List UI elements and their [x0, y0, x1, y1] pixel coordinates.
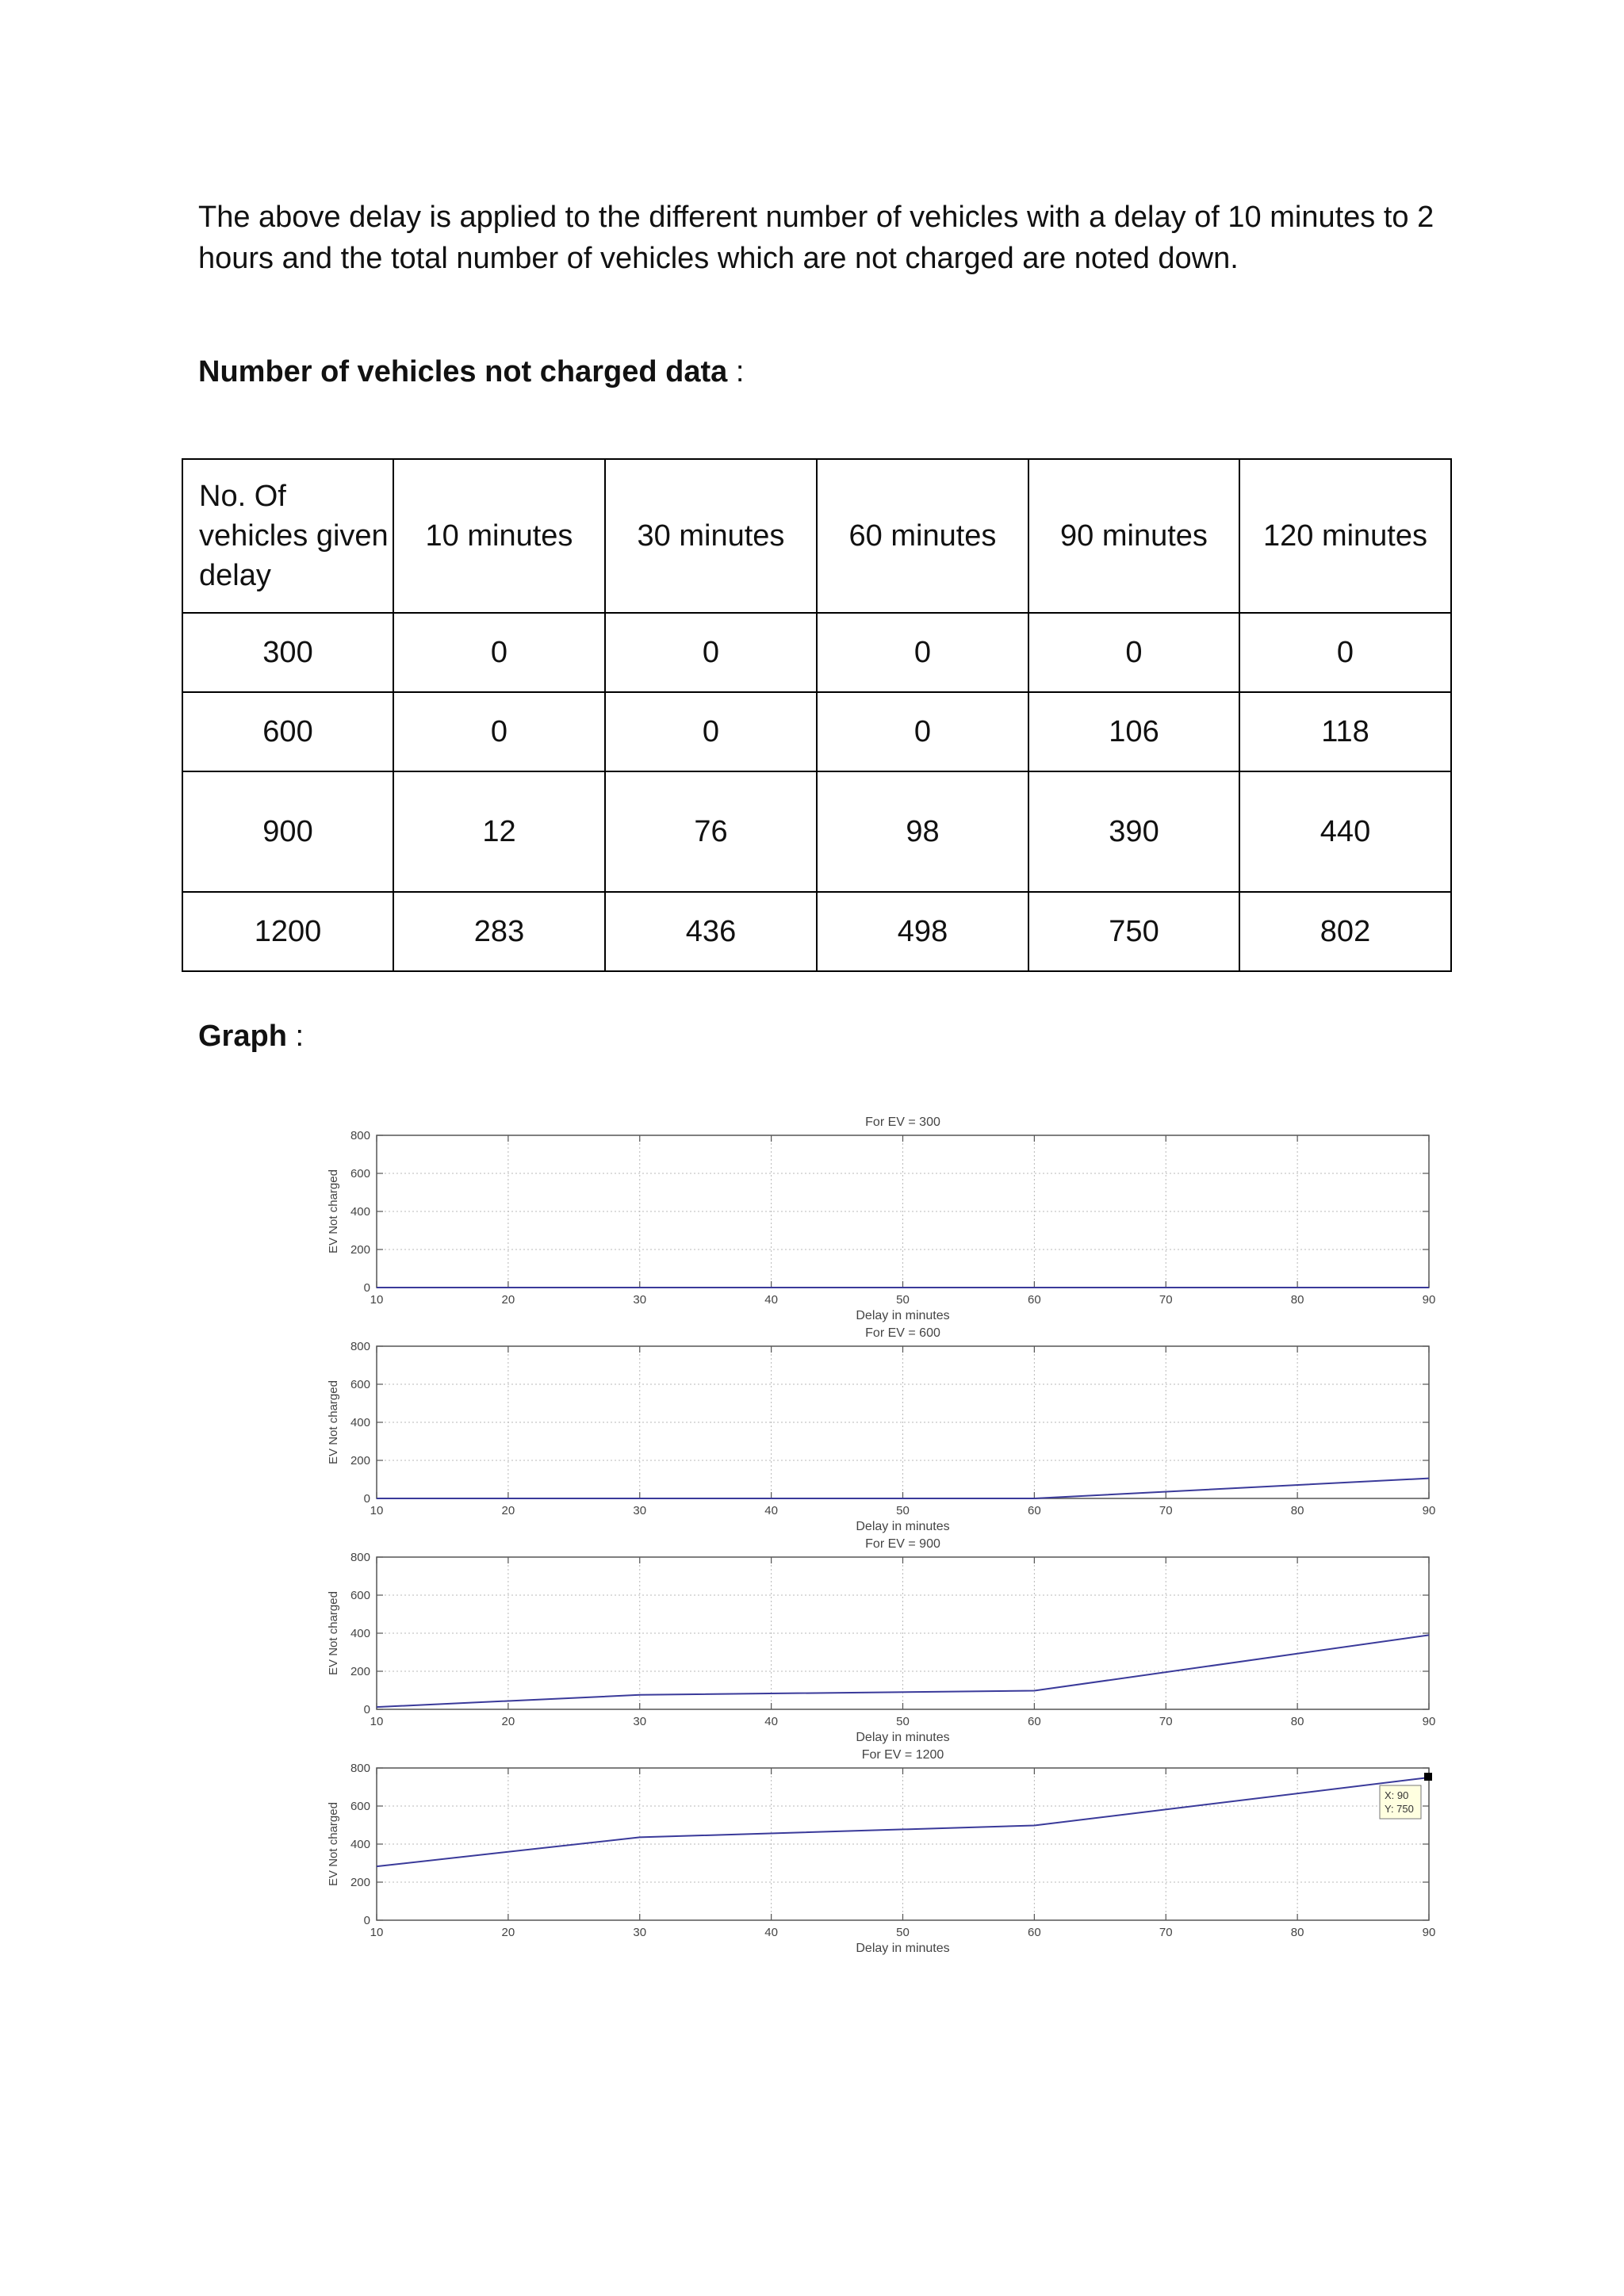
table-cell: 118: [1239, 692, 1451, 771]
y-tick-label: 0: [363, 1703, 370, 1716]
header-cell-vehicles: No. Of vehicles given delay: [182, 459, 393, 613]
y-axis-label: EV Not charged: [327, 1169, 340, 1253]
x-axis-label: Delay in minutes: [856, 1309, 950, 1322]
x-tick-label: 50: [896, 1293, 910, 1307]
datatip-marker: [1424, 1773, 1432, 1781]
x-tick-label: 70: [1159, 1293, 1173, 1307]
x-tick-label: 60: [1028, 1926, 1041, 1939]
y-axis-label: EV Not charged: [327, 1591, 340, 1675]
x-tick-label: 50: [896, 1715, 910, 1728]
chart-title: For EV = 1200: [861, 1748, 944, 1762]
x-tick-label: 60: [1028, 1293, 1041, 1307]
x-tick-label: 60: [1028, 1715, 1041, 1728]
x-tick-label: 70: [1159, 1926, 1173, 1939]
chart-title: For EV = 600: [865, 1326, 940, 1340]
x-tick-label: 90: [1422, 1293, 1436, 1307]
table-cell: 802: [1239, 892, 1451, 971]
y-tick-label: 200: [350, 1665, 370, 1678]
y-tick-label: 0: [363, 1914, 370, 1927]
header-cell-60min: 60 minutes: [817, 459, 1028, 613]
table-cell: 0: [605, 692, 817, 771]
chart-ev-3: [327, 1748, 1435, 1955]
y-tick-label: 200: [350, 1454, 370, 1468]
table-cell: 0: [1028, 613, 1239, 692]
table-cell: 600: [182, 692, 393, 771]
x-tick-label: 10: [370, 1504, 384, 1517]
x-tick-label: 40: [764, 1926, 778, 1939]
y-tick-label: 0: [363, 1492, 370, 1506]
x-tick-label: 40: [764, 1293, 778, 1307]
table-cell: 98: [817, 771, 1028, 892]
x-tick-label: 40: [764, 1504, 778, 1517]
x-tick-label: 80: [1290, 1926, 1304, 1939]
x-tick-label: 90: [1422, 1926, 1436, 1939]
table-cell: 0: [1239, 613, 1451, 692]
header-cell-10min: 10 minutes: [393, 459, 605, 613]
datatip-text: X: 90: [1385, 1789, 1409, 1801]
table-cell: 436: [605, 892, 817, 971]
y-tick-label: 400: [350, 1416, 370, 1429]
intro-paragraph: The above delay is applied to the different number of vehicles with a delay of 10 minutes to 2 hours and the total number of vehicles which are not charged are noted down.: [198, 201, 1434, 275]
x-tick-label: 30: [633, 1504, 647, 1517]
table-cell: 0: [393, 613, 605, 692]
x-tick-label: 40: [764, 1715, 778, 1728]
y-tick-label: 800: [350, 1129, 370, 1142]
chart-title: For EV = 300: [865, 1115, 940, 1129]
y-tick-label: 400: [350, 1205, 370, 1219]
y-tick-label: 200: [350, 1243, 370, 1257]
x-tick-label: 30: [633, 1293, 647, 1307]
x-tick-label: 60: [1028, 1504, 1041, 1517]
graph-heading-suffix: :: [286, 1020, 304, 1053]
table-heading-label: Number of vehicles not charged data: [198, 355, 728, 388]
x-axis-label: Delay in minutes: [856, 1731, 950, 1744]
header-cell-120min: 120 minutes: [1239, 459, 1451, 613]
x-tick-label: 30: [633, 1926, 647, 1939]
y-tick-label: 600: [350, 1167, 370, 1181]
table-cell: 106: [1028, 692, 1239, 771]
x-tick-label: 50: [896, 1926, 910, 1939]
table-cell: 440: [1239, 771, 1451, 892]
x-tick-label: 20: [501, 1926, 515, 1939]
y-tick-label: 600: [350, 1589, 370, 1602]
graph-heading-label: Graph: [198, 1020, 287, 1053]
x-tick-label: 80: [1290, 1715, 1304, 1728]
table-cell: 498: [817, 892, 1028, 971]
y-axis-label: EV Not charged: [327, 1380, 340, 1464]
chart-ev-0: [327, 1115, 1435, 1322]
datatip-text: Y: 750: [1385, 1803, 1414, 1815]
x-tick-label: 10: [370, 1293, 384, 1307]
table-cell: 12: [393, 771, 605, 892]
y-tick-label: 600: [350, 1800, 370, 1813]
table-cell: 283: [393, 892, 605, 971]
x-tick-label: 20: [501, 1293, 515, 1307]
chart-ev-1: [327, 1326, 1435, 1533]
x-tick-label: 70: [1159, 1715, 1173, 1728]
table-cell: 76: [605, 771, 817, 892]
table-cell: 0: [817, 692, 1028, 771]
table-cell: 0: [605, 613, 817, 692]
chart-title: For EV = 900: [865, 1537, 940, 1551]
y-axis-label: EV Not charged: [327, 1802, 340, 1886]
y-tick-label: 400: [350, 1627, 370, 1640]
header-cell-30min: 30 minutes: [605, 459, 817, 613]
x-axis-label: Delay in minutes: [856, 1942, 950, 1955]
y-tick-label: 400: [350, 1838, 370, 1851]
x-tick-label: 10: [370, 1926, 384, 1939]
table-cell: 300: [182, 613, 393, 692]
x-tick-label: 80: [1290, 1504, 1304, 1517]
table-cell: 900: [182, 771, 393, 892]
y-tick-label: 800: [350, 1762, 370, 1775]
x-tick-label: 90: [1422, 1715, 1436, 1728]
x-tick-label: 50: [896, 1504, 910, 1517]
x-tick-label: 20: [501, 1715, 515, 1728]
x-tick-label: 10: [370, 1715, 384, 1728]
table-heading-suffix: :: [727, 355, 745, 388]
y-tick-label: 800: [350, 1551, 370, 1564]
x-tick-label: 80: [1290, 1293, 1304, 1307]
table-cell: 750: [1028, 892, 1239, 971]
table-cell: 0: [817, 613, 1028, 692]
chart-ev-2: [327, 1537, 1435, 1744]
y-tick-label: 0: [363, 1281, 370, 1295]
table-cell: 0: [393, 692, 605, 771]
x-tick-label: 90: [1422, 1504, 1436, 1517]
x-tick-label: 20: [501, 1504, 515, 1517]
x-tick-label: 70: [1159, 1504, 1173, 1517]
y-tick-label: 600: [350, 1378, 370, 1391]
table-cell: 1200: [182, 892, 393, 971]
x-tick-label: 30: [633, 1715, 647, 1728]
y-tick-label: 800: [350, 1340, 370, 1353]
x-axis-label: Delay in minutes: [856, 1520, 950, 1533]
table-cell: 390: [1028, 771, 1239, 892]
header-cell-90min: 90 minutes: [1028, 459, 1239, 613]
y-tick-label: 200: [350, 1876, 370, 1889]
